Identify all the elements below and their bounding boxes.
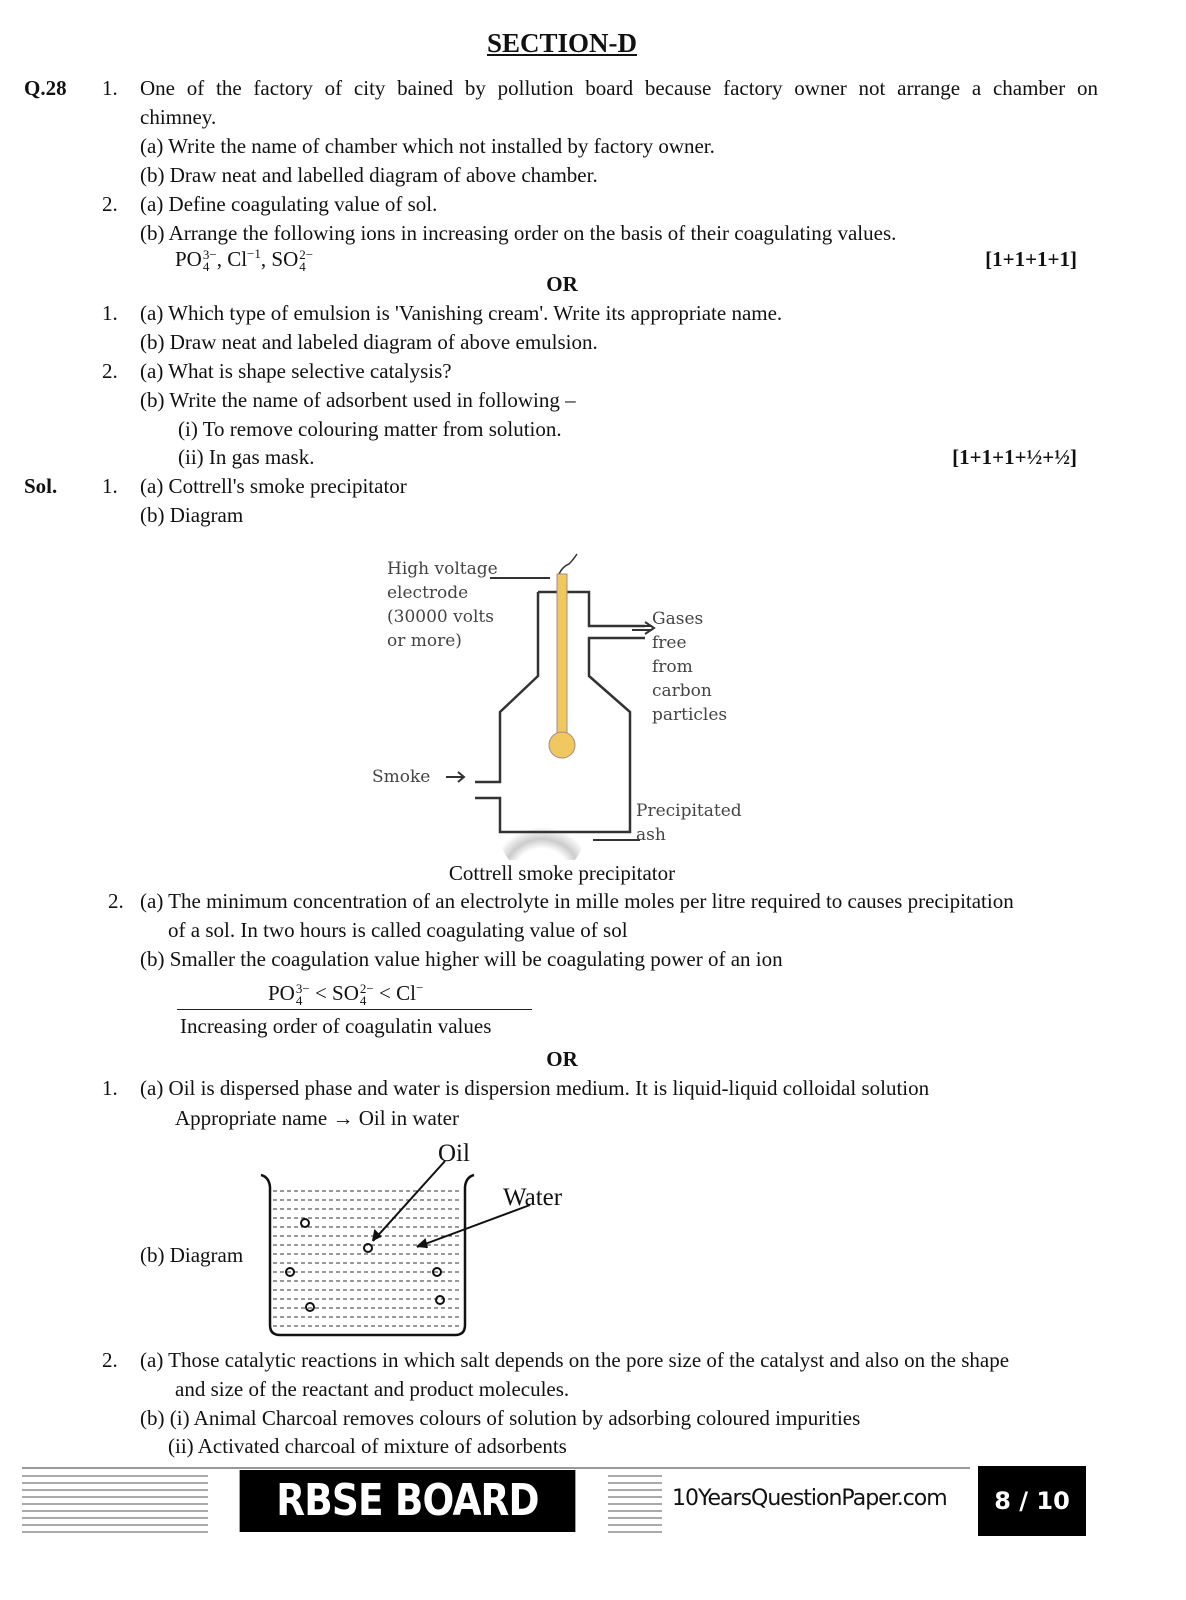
item-number: 1. [102,474,118,498]
water-label: Water [503,1184,563,1211]
site-link[interactable]: 10YearsQuestionPaper.com [672,1486,947,1511]
question-text: One of the factory of city bained by pollution board because factory owner not arrange a chamber on [140,76,1098,100]
item-number: 2. [102,359,118,383]
gases-label: Gases free from carbon particles [652,609,728,725]
item-number: 2. [102,192,118,216]
answer-text: and size of the reactant and product molecules. [175,1377,570,1401]
page-footer [22,1466,1086,1536]
question-text: (ii) In gas mask. [178,445,315,469]
question-text: (b) Draw neat and labeled diagram of above emulsion. [140,330,598,354]
question-text: (b) Arrange the following ions in increasing order on the basis of their coagulating values. [140,221,897,245]
diagram-caption: Cottrell smoke precipitator [448,861,676,885]
question-text: (i) To remove colouring matter from solution. [178,417,562,441]
answer-text: (a) Those catalytic reactions in which salt depends on the pore size of the catalyst and also on the shape [140,1348,1010,1372]
answer-text: (b) Diagram [140,503,244,527]
answer-text: (b) Diagram [140,1243,244,1267]
answer-text: (ii) Activated charcoal of mixture of adsorbents [168,1434,567,1458]
coagulation-order: PO 3− 4 < SO 2− 4 < Cl− [268,980,424,1009]
cottrell-precipitator-diagram [360,530,780,860]
ash-label: Precipitated ash [636,801,742,845]
fraction-line [177,1009,532,1010]
oil-label: Oil [438,1140,470,1167]
item-number: 1. [102,1076,118,1100]
answer-text: (a) Oil is dispersed phase and water is dispersion medium. It is liquid-liquid colloidal solution [140,1076,930,1100]
question-text: (a) Which type of emulsion is 'Vanishing cream'. Write its appropriate name. [140,301,783,325]
beaker-drawing [255,1135,595,1345]
answer-text: (a) The minimum concentration of an electrolyte in mille moles per litre required to causes precipitation [140,889,1014,913]
question-text: (a) What is shape selective catalysis? [140,359,452,383]
answer-text: (a) Cottrell's smoke precipitator [140,474,407,498]
order-caption: Increasing order of coagulatin values [180,1014,492,1038]
page-number: 8 / 10 [978,1466,1086,1536]
answer-text: of a sol. In two hours is called coagulating value of sol [168,918,628,942]
question-text: (b) Draw neat and labelled diagram of above chamber. [140,163,598,187]
or-separator: OR [546,272,578,296]
item-number: 1. [102,76,118,100]
electrode-label: High voltage electrode (30000 volts or more) [387,559,498,651]
smoke-label: Smoke [372,767,431,787]
question-text: (b) Write the name of adsorbent used in following – [140,388,576,412]
item-number: 2. [108,889,124,913]
item-number: 2. [102,1348,118,1372]
item-number: 1. [102,301,118,325]
marks: [1+1+1+1] [985,247,1077,271]
answer-text: Appropriate name → Oil in water [175,1106,459,1130]
or-separator: OR [546,1047,578,1071]
emulsion-beaker-diagram [255,1135,595,1345]
ions-list: PO 3− 4 , $Cl^{-1}$, SO 2− 4 [175,246,314,275]
question-text: (a) Define coagulating value of sol. [140,192,438,216]
solution-label: Sol. [24,474,58,498]
question-text: chimney. [140,105,217,129]
answer-text: (b) Smaller the coagulation value higher will be coagulating power of an ion [140,947,783,971]
question-number: Q.28 [24,76,67,100]
board-logo: RBSE BOARD [240,1470,576,1532]
section-title: SECTION-D [486,28,638,58]
question-text: (a) Write the name of chamber which not installed by factory owner. [140,134,715,158]
answer-text: (b) (i) Animal Charcoal removes colours of solution by adsorbing coloured impurities [140,1406,861,1430]
marks: [1+1+1+½+½] [952,445,1077,469]
